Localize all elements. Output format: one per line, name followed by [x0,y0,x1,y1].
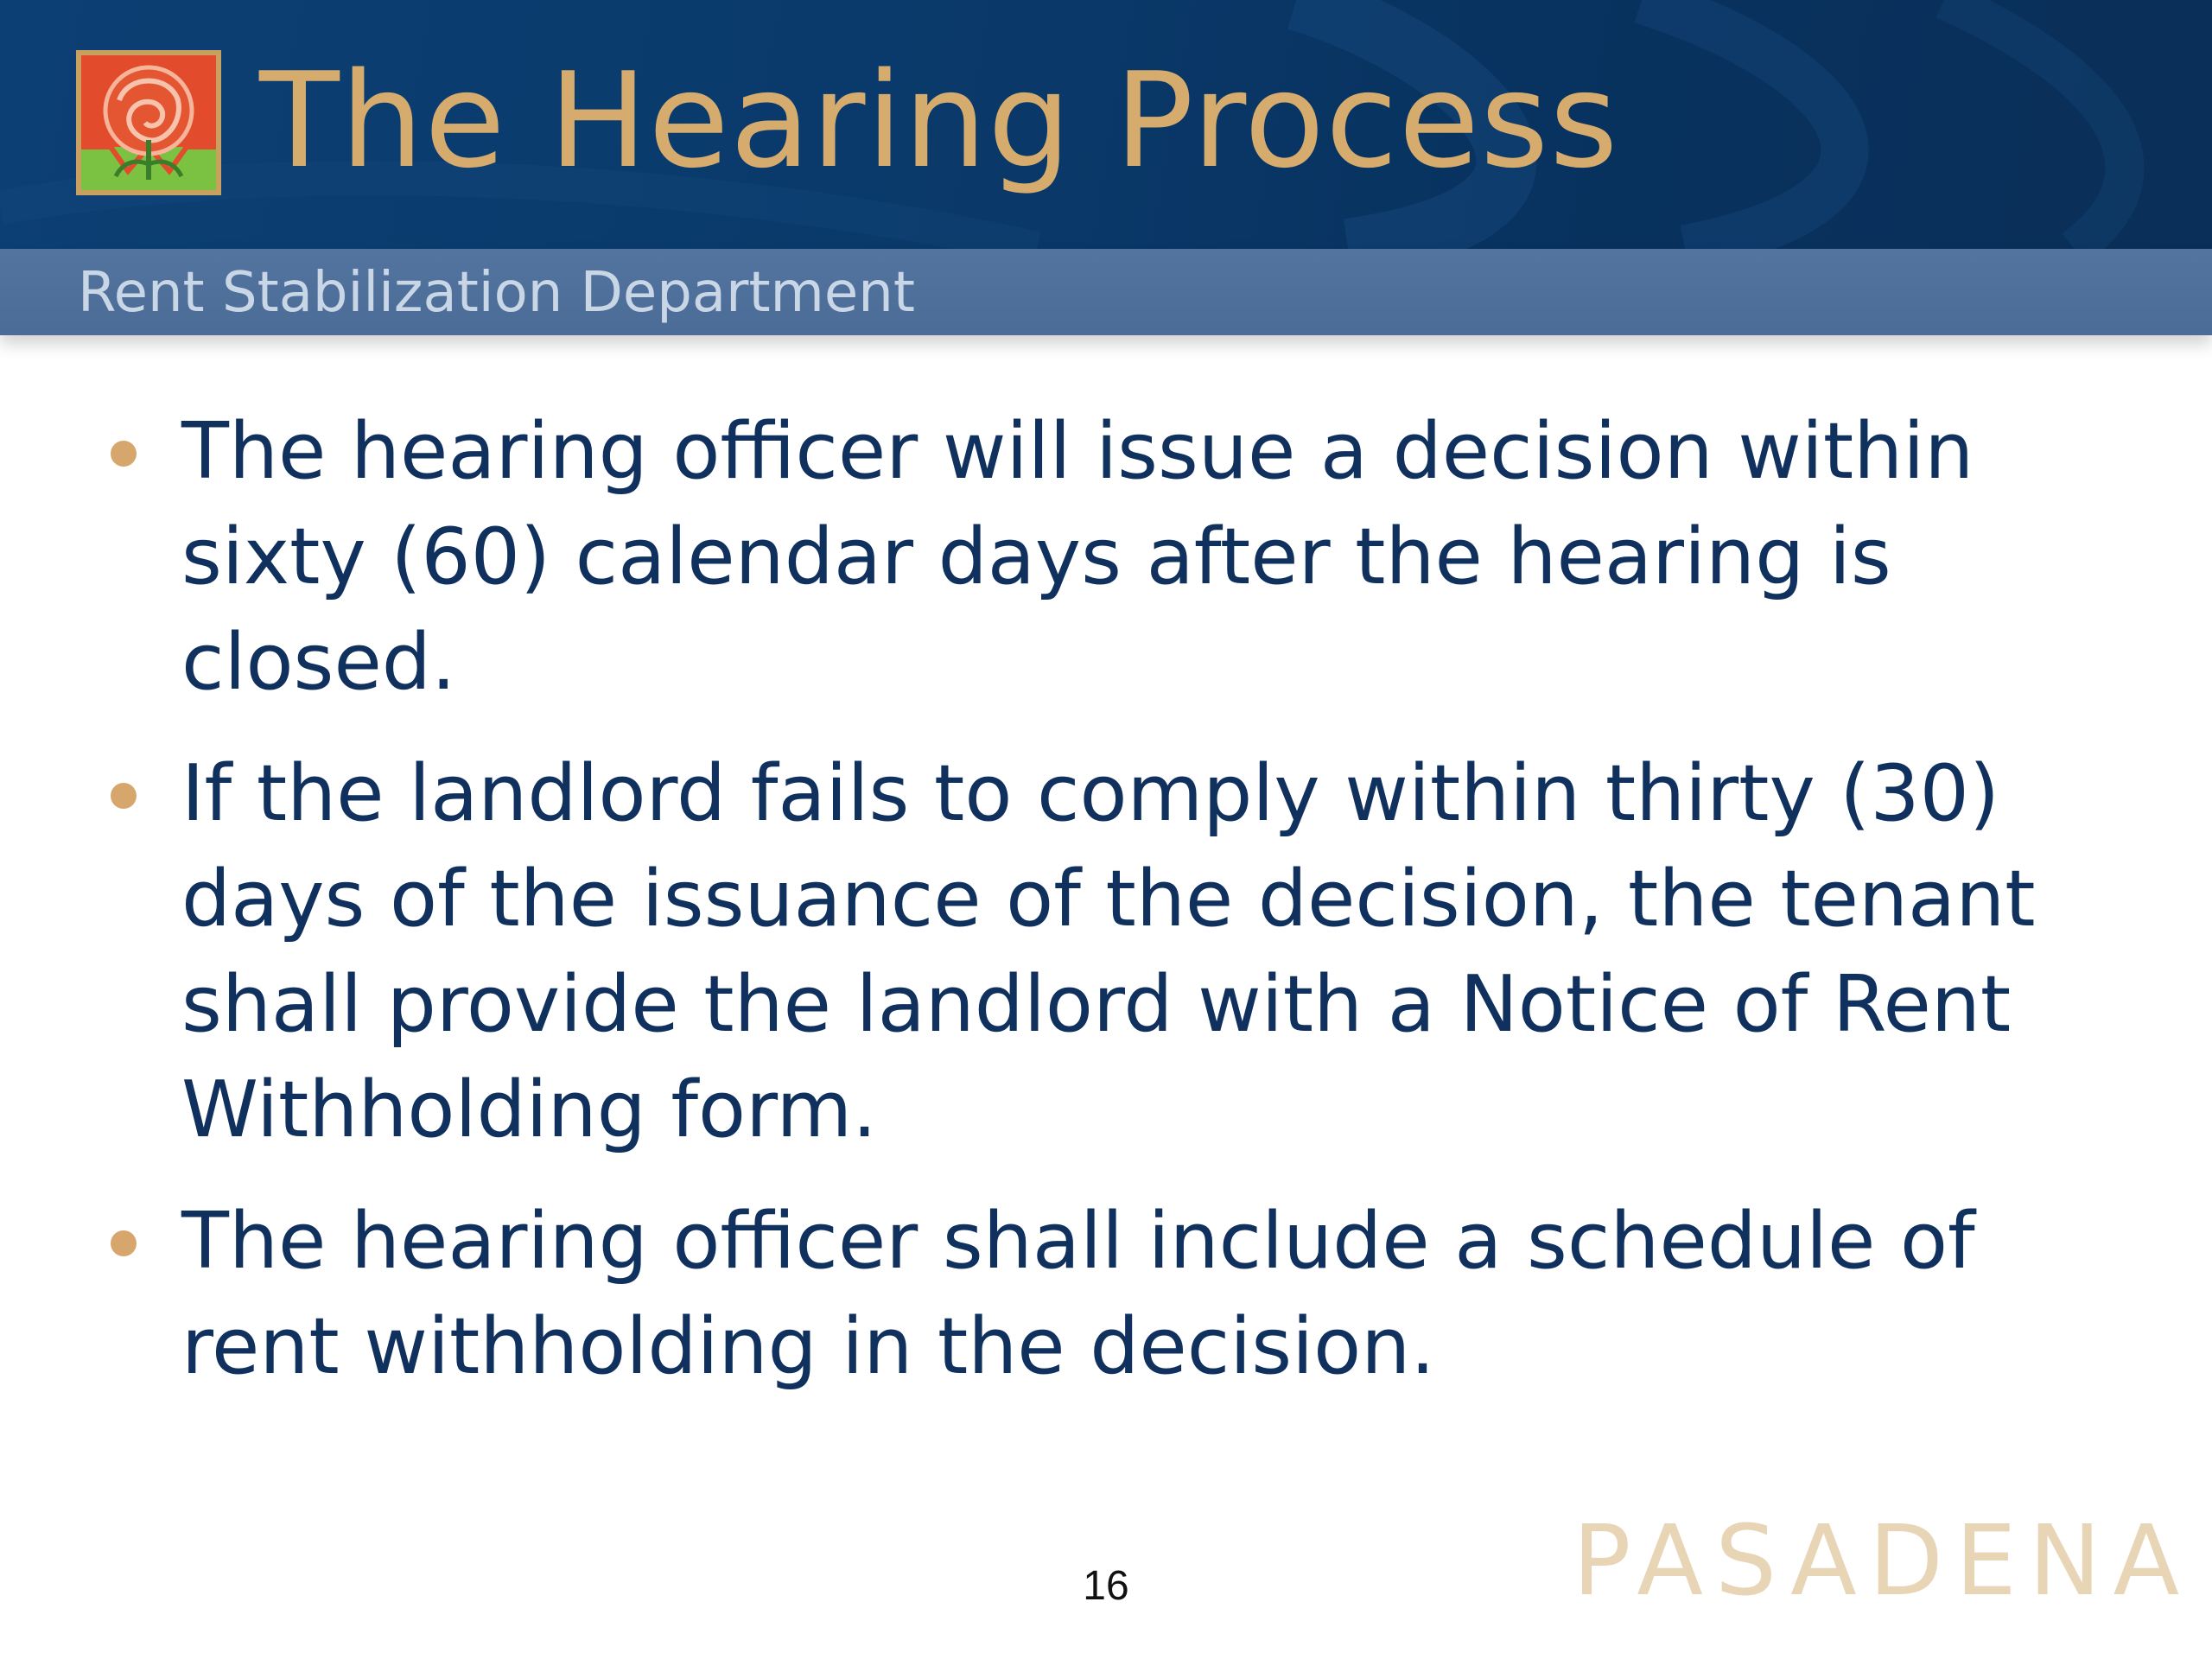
bullet-text: The hearing officer shall include a schedule of rent withholding in the decision. [181,1196,1975,1392]
bullet-text: If the landlord fails to comply within thirty (30) days of the issuance of the decision, the tenant shall provide the landlord with a Notice of Rent Withholding form. [181,748,2036,1155]
bullet-list [95,399,2152,1426]
department-subtitle: Rent Stabilization Department [78,261,915,325]
subtitle-band [0,249,2212,335]
pasadena-wordmark: PASADENA [1573,1505,2192,1618]
slide-title: The Hearing Process [259,44,1619,197]
title-banner [0,0,2212,249]
bullet-text: The hearing officer will issue a decision within sixty (60) calendar days after the hearing is closed. [181,406,1974,708]
page-number: 16 [1083,1563,1129,1609]
bullet-item [95,399,2152,715]
bullet-dot-icon [111,1230,137,1256]
bullet-dot-icon [111,783,137,809]
rose-icon [76,50,221,195]
bullet-item [95,1189,2152,1400]
bullet-item [95,741,2152,1163]
bullet-dot-icon [111,441,137,467]
